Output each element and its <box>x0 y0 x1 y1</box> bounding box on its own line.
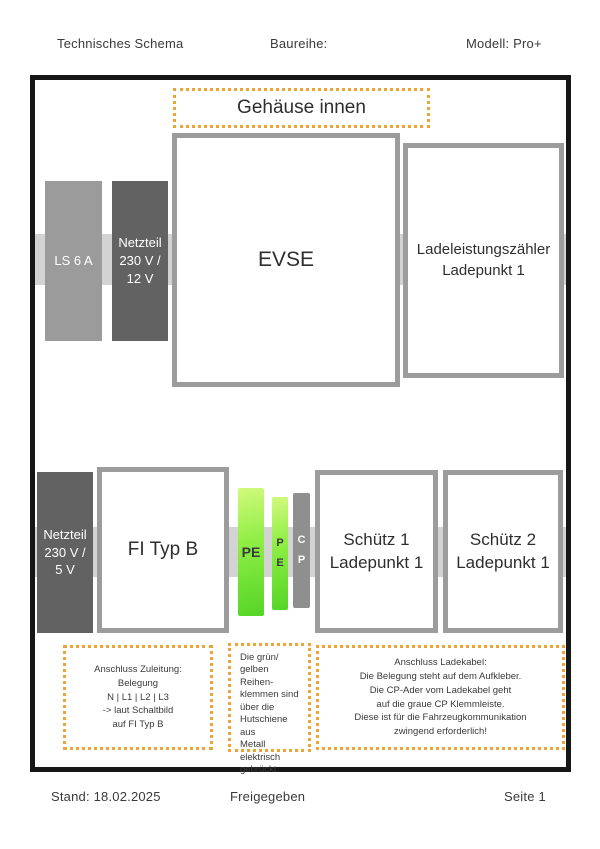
breaker-label: LS 6 A <box>54 253 93 269</box>
psu-12v-line: 12 V <box>126 270 154 286</box>
contactor-1-box <box>315 470 438 633</box>
cp-terminal-line: P <box>297 553 306 566</box>
footer-date: Stand: 18.02.2025 <box>51 789 161 804</box>
note-supply-line: -> laut Schaltbild <box>102 705 174 717</box>
rcd-box <box>97 467 229 633</box>
contactor-1-line: Schütz 1 <box>343 529 410 549</box>
meter-box <box>403 143 564 378</box>
note-cable-line: Die CP-Ader vom Ladekabel geht <box>369 684 512 696</box>
enclosure-label: Gehäuse innen <box>237 97 366 118</box>
note-cable-line: Die Belegung steht auf dem Aufkleber. <box>359 670 522 682</box>
rcd-label: FI Typ B <box>127 539 199 560</box>
note-cable-line: Anschluss Ladekabel: <box>394 657 487 669</box>
pe-terminal-label: PE <box>241 544 261 560</box>
note-cable <box>316 645 565 750</box>
psu-5v-line: 230 V / <box>44 544 86 560</box>
note-terminals-line: Metall <box>240 739 266 751</box>
meter-line: Ladepunkt 1 <box>442 261 525 279</box>
psu-12v-line: 230 V / <box>119 253 161 269</box>
psu-12v-box <box>112 181 168 341</box>
note-terminals <box>228 643 311 775</box>
cp-terminal-line: C <box>297 534 306 547</box>
note-supply-line: N | L1 | L2 | L3 <box>107 691 169 703</box>
cp-terminal-bar <box>293 493 310 608</box>
note-terminals-line: Die grün/ <box>240 652 279 663</box>
psu-12v-line: Netzteil <box>118 235 162 251</box>
contactor-2-line: Ladepunkt 1 <box>456 552 550 572</box>
contactor-2-line: Schütz 2 <box>469 529 537 549</box>
note-supply-line: auf FI Typ B <box>112 719 164 731</box>
note-cable-line: auf die graue CP Klemmleiste. <box>376 698 505 710</box>
contactor-2-box <box>443 470 563 633</box>
psu-5v-line: Netzteil <box>43 526 87 542</box>
note-supply-line: Anschluss Zuleitung: <box>94 664 182 676</box>
note-cable-line: zwingend erforderlich! <box>394 726 487 738</box>
footer-status: Freigegeben <box>230 789 306 804</box>
pe-small-line: P <box>276 537 284 550</box>
doc-title: Technisches Schema <box>57 36 184 51</box>
evse-label: EVSE <box>257 248 315 271</box>
pe-small-line: E <box>276 556 284 569</box>
note-supply-line: Belegung <box>117 677 159 689</box>
psu-5v-box <box>37 472 93 633</box>
evse-box <box>172 133 400 387</box>
contactor-1-line: Ladepunkt 1 <box>329 552 424 572</box>
pe-terminal-bar <box>238 488 264 616</box>
note-terminals-line: über die <box>240 701 275 713</box>
meter-line: Ladeleistungszähler <box>416 241 551 259</box>
note-terminals-line: gebrückt. <box>240 763 280 775</box>
note-cable-line: Diese ist für die Fahrzeugkommunikation <box>354 712 527 724</box>
breaker-box <box>45 181 102 341</box>
pe-terminal-small-bar <box>272 497 288 610</box>
footer-page-number: Seite 1 <box>504 789 546 804</box>
note-terminals-line: klemmen sind <box>240 689 299 701</box>
note-terminals-line: Hutschiene aus <box>240 714 288 738</box>
note-terminals-line: elektrisch <box>240 751 281 763</box>
enclosure-label-box <box>173 88 430 128</box>
model-label: Modell: Pro+ <box>466 36 542 51</box>
note-terminals-line: gelben Reihen- <box>240 664 274 688</box>
note-supply <box>63 645 213 750</box>
psu-5v-line: 5 V <box>55 562 75 578</box>
series-label: Baureihe: <box>270 36 328 51</box>
